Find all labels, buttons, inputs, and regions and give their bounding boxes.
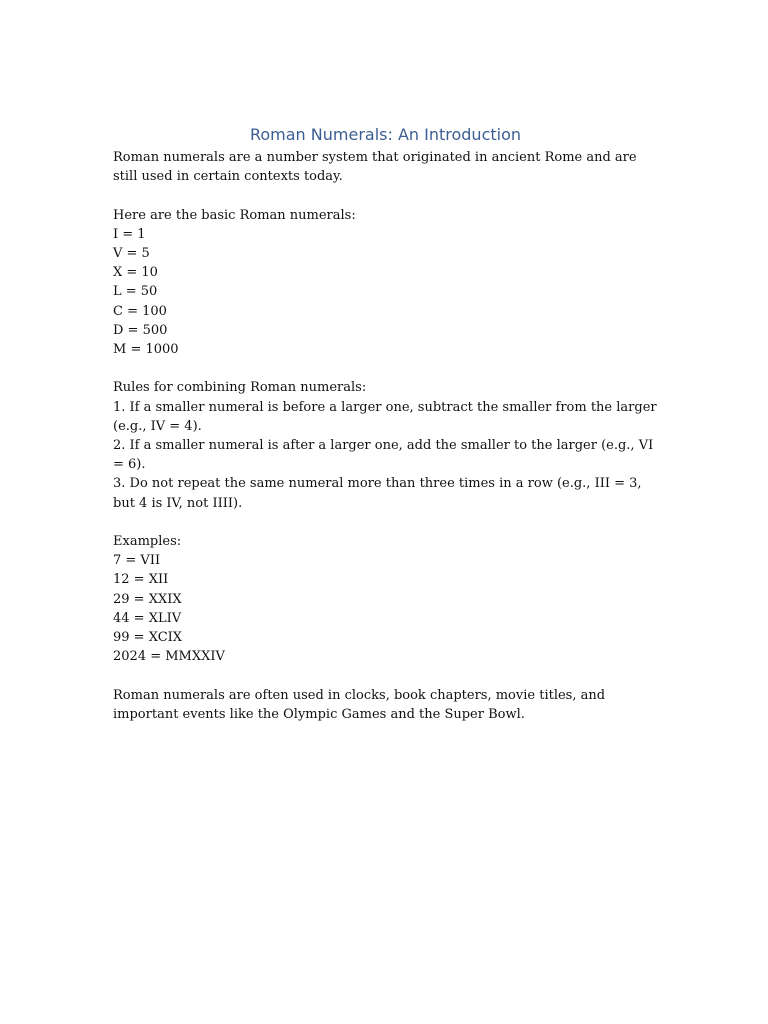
example-line: 29 = XXIX (113, 591, 182, 607)
closing-paragraph: Roman numerals are often used in clocks, book chapters, movie titles, and important events like the Olympic Games and the Super Bowl. (113, 687, 606, 722)
paragraph-gap (113, 359, 658, 378)
basic-numeral-line: L = 50 (113, 284, 158, 300)
paragraph-gap (113, 666, 658, 685)
rule-item: 1. If a smaller numeral is before a larger one, subtract the smaller from the larger (e.g., IV = 4). (113, 399, 657, 434)
rule-item: 3. Do not repeat the same numeral more than three times in a row (e.g., III = 3, but 4 is IV, not IIII). (113, 476, 642, 511)
basic-numeral-line: V = 5 (113, 246, 150, 261)
paragraph-gap (113, 186, 658, 205)
example-line: 7 = VII (113, 553, 161, 569)
basic-numeral-line: M = 1000 (113, 342, 179, 358)
basic-numeral-line: I = 1 (113, 226, 146, 242)
basics-heading: Here are the basic Roman numerals: (113, 207, 356, 223)
rules-heading: Rules for combining Roman numerals: (113, 380, 367, 396)
basic-numeral-line: X = 10 (113, 265, 158, 281)
rule-item: 2. If a smaller numeral is after a larger one, add the smaller to the larger (e.g., VI = 6). (113, 438, 654, 473)
example-line: 2024 = MMXXIV (113, 649, 225, 665)
document-body (113, 124, 658, 724)
examples-heading: Examples: (113, 534, 182, 550)
page-title: Roman Numerals: An Introduction (249, 125, 522, 144)
intro-paragraph: Roman numerals are a number system that originated in ancient Rome and are still used in certain contexts today. (113, 150, 637, 185)
basic-numeral-line: D = 500 (113, 322, 168, 338)
basic-numeral-line: C = 100 (113, 303, 167, 319)
example-line: 99 = XCIX (113, 630, 183, 646)
paragraph-gap (113, 513, 658, 532)
example-line: 44 = XLIV (113, 610, 182, 626)
example-line: 12 = XII (113, 572, 169, 588)
